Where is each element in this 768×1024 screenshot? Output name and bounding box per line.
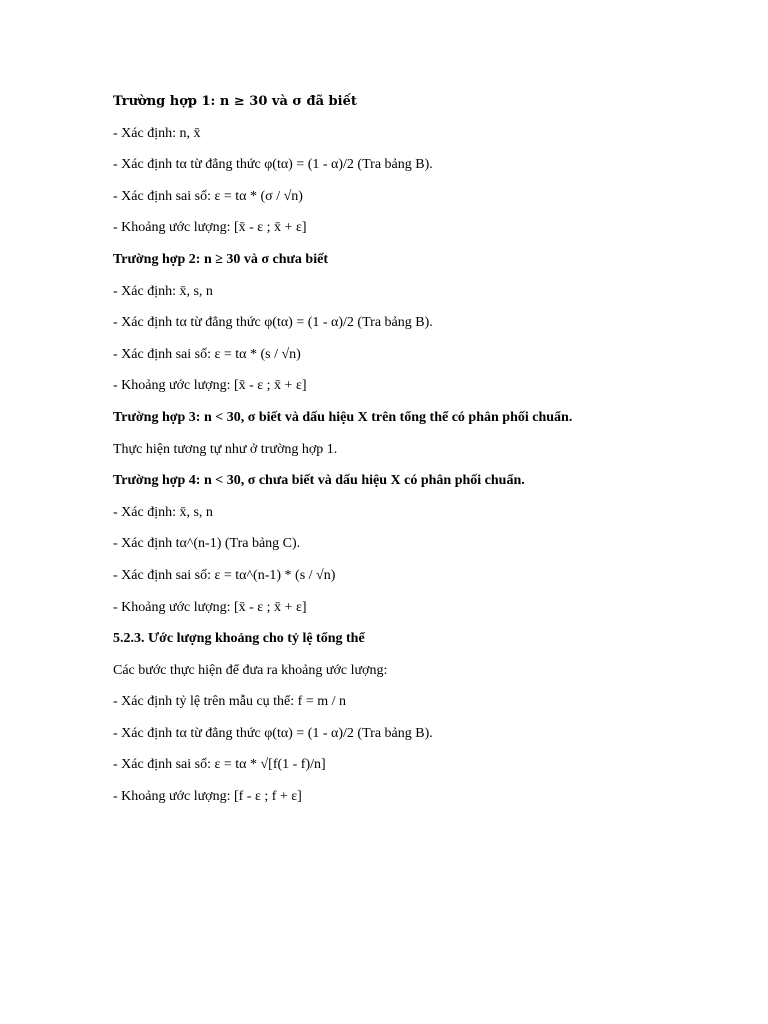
heading-case-3: Trường hợp 3: n < 30, σ biết và dấu hiệu X trên tổng thể có phân phối chuẩn. bbox=[113, 409, 573, 425]
text-line: - Xác định tα^(n-1) (Tra bảng C). bbox=[113, 536, 301, 552]
text-line: - Xác định sai số: ε = tα * (s / √n) bbox=[113, 346, 301, 362]
heading-case-2: Trường hợp 2: n ≥ 30 và σ chưa biết bbox=[113, 251, 328, 267]
text-line: Các bước thực hiện để đưa ra khoảng ước lượng: bbox=[113, 662, 388, 678]
text-line: - Xác định tỷ lệ trên mẫu cụ thể: f = m / n bbox=[113, 694, 346, 710]
text-line: - Xác định sai số: ε = tα^(n-1) * (s / √n) bbox=[113, 567, 336, 583]
text-line: - Xác định tα từ đẳng thức φ(tα) = (1 - α)/2 (Tra bảng B). bbox=[113, 725, 433, 741]
text-line: - Khoảng ước lượng: [x̄ - ε ; x̄ + ε] bbox=[113, 378, 307, 394]
text-line: - Khoảng ước lượng: [x̄ - ε ; x̄ + ε] bbox=[113, 599, 307, 615]
text-line: Thực hiện tương tự như ở trường hợp 1. bbox=[113, 441, 338, 457]
heading-case-4: Trường hợp 4: n < 30, σ chưa biết và dấu hiệu X có phân phối chuẩn. bbox=[113, 473, 525, 489]
text-line: - Xác định: n, x̄ bbox=[113, 125, 201, 141]
text-line: - Khoảng ước lượng: [f - ε ; f + ε] bbox=[113, 789, 302, 805]
text-line: - Xác định tα từ đẳng thức φ(tα) = (1 - α)/2 (Tra bảng B). bbox=[113, 157, 433, 173]
text-line: - Xác định: x̄, s, n bbox=[113, 504, 213, 520]
heading-case-1: Trường hợp 1: n ≥ 30 và σ đã biết bbox=[113, 94, 357, 109]
document-page bbox=[113, 93, 713, 820]
text-line: - Xác định: x̄, s, n bbox=[113, 283, 213, 299]
text-line: - Xác định sai số: ε = tα * (σ / √n) bbox=[113, 188, 303, 204]
text-line: - Khoảng ước lượng: [x̄ - ε ; x̄ + ε] bbox=[113, 220, 307, 236]
text-line: - Xác định sai số: ε = tα * √[f(1 - f)/n] bbox=[113, 757, 326, 773]
section-heading: 5.2.3. Ước lượng khoảng cho tỷ lệ tổng thể bbox=[113, 631, 365, 647]
text-line: - Xác định tα từ đẳng thức φ(tα) = (1 - α)/2 (Tra bảng B). bbox=[113, 315, 433, 331]
